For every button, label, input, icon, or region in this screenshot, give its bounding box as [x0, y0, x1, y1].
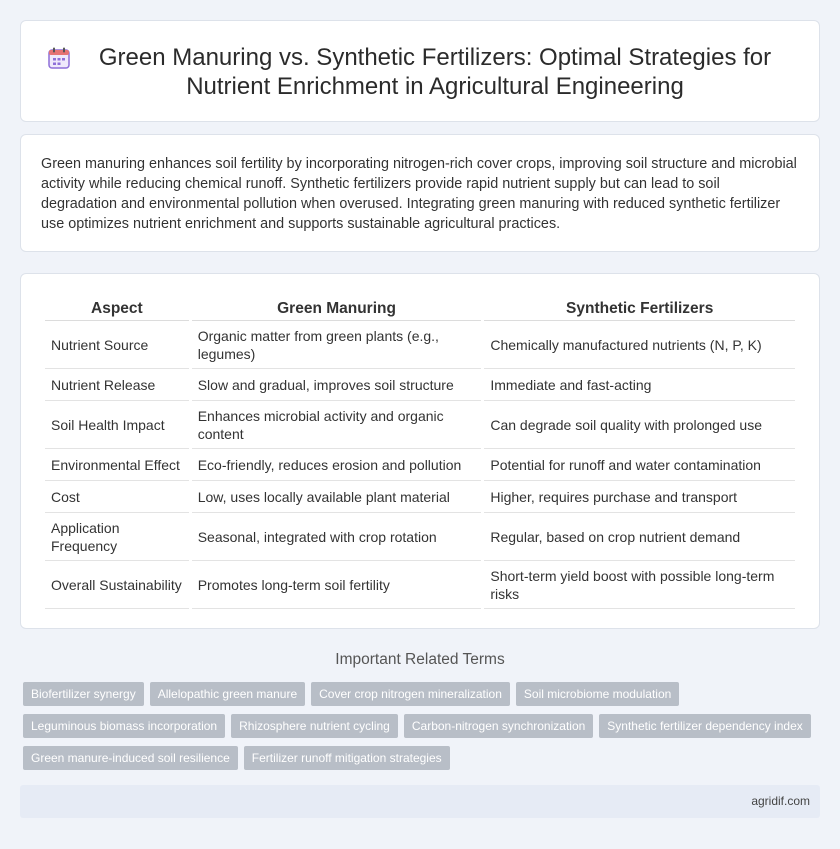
table-row — [45, 449, 795, 481]
table-row — [45, 481, 795, 513]
table-header-row — [45, 297, 795, 321]
tag-row — [23, 682, 823, 706]
title-card — [20, 20, 820, 122]
cell-aspect: Overall Sustainability — [45, 561, 189, 609]
cell-synthetic-fertilizers: Higher, requires purchase and transport — [484, 481, 795, 513]
tag[interactable]: Fertilizer runoff mitigation strategies — [244, 746, 450, 770]
cell-aspect: Soil Health Impact — [45, 401, 189, 449]
cell-green-manuring: Enhances microbial activity and organic content — [192, 401, 482, 449]
cell-synthetic-fertilizers: Potential for runoff and water contamination — [484, 449, 795, 481]
table-row — [45, 561, 795, 609]
tag[interactable]: Leguminous biomass incorporation — [23, 714, 225, 738]
tag[interactable]: Soil microbiome modulation — [516, 682, 679, 706]
cell-synthetic-fertilizers: Immediate and fast-acting — [484, 369, 795, 401]
header-aspect: Aspect — [45, 297, 189, 321]
table-row — [45, 401, 795, 449]
cell-green-manuring: Eco-friendly, reduces erosion and pollution — [192, 449, 482, 481]
intro-paragraph: Green manuring enhances soil fertility by incorporating nitrogen-rich cover crops, improving soil structure and microbial activity while reducing chemical runoff. Synthetic fertilizers provide rapid nutrient supply but can lead to soil degradation and environmental pollution when overused. Integrating green manuring with reduced synthetic fertilizer use optimizes nutrient enrichment and supports sustainable agricultural practices. — [41, 156, 797, 232]
cell-aspect: Environmental Effect — [45, 449, 189, 481]
related-terms-title: Important Related Terms — [335, 651, 505, 668]
tag-row — [23, 746, 823, 770]
tag[interactable]: Green manure-induced soil resilience — [23, 746, 238, 770]
cell-aspect: Nutrient Source — [45, 321, 189, 369]
cell-green-manuring: Low, uses locally available plant material — [192, 481, 482, 513]
table-row — [45, 513, 795, 561]
cell-synthetic-fertilizers: Regular, based on crop nutrient demand — [484, 513, 795, 561]
comparison-card — [20, 273, 820, 629]
header-green-manuring: Green Manuring — [192, 297, 482, 321]
tag[interactable]: Cover crop nitrogen mineralization — [311, 682, 510, 706]
cell-green-manuring: Organic matter from green plants (e.g., legumes) — [192, 321, 482, 369]
footer — [20, 785, 820, 818]
cell-green-manuring: Slow and gradual, improves soil structure — [192, 369, 482, 401]
footer-site-link[interactable]: agridif.com — [751, 794, 810, 808]
cell-aspect: Cost — [45, 481, 189, 513]
comparison-table — [42, 297, 798, 609]
cell-synthetic-fertilizers: Short-term yield boost with possible long-term risks — [484, 561, 795, 609]
cell-synthetic-fertilizers: Chemically manufactured nutrients (N, P, K) — [484, 321, 795, 369]
tag[interactable]: Allelopathic green manure — [150, 682, 305, 706]
header-synthetic-fertilizers: Synthetic Fertilizers — [484, 297, 795, 321]
related-terms-tags — [23, 682, 823, 778]
cell-synthetic-fertilizers: Can degrade soil quality with prolonged use — [484, 401, 795, 449]
cell-green-manuring: Promotes long-term soil fertility — [192, 561, 482, 609]
table-row — [45, 321, 795, 369]
intro-card — [20, 134, 820, 252]
tag-row — [23, 714, 823, 738]
cell-aspect: Nutrient Release — [45, 369, 189, 401]
cell-green-manuring: Seasonal, integrated with crop rotation — [192, 513, 482, 561]
table-row — [45, 369, 795, 401]
tag[interactable]: Rhizosphere nutrient cycling — [231, 714, 398, 738]
tag[interactable]: Synthetic fertilizer dependency index — [599, 714, 810, 738]
page-title: Green Manuring vs. Synthetic Fertilizers: Optimal Strategies for Nutrient Enrichment in Agricultural Engineering — [98, 44, 772, 100]
tag[interactable]: Carbon-nitrogen synchronization — [404, 714, 593, 738]
cell-aspect: Application Frequency — [45, 513, 189, 561]
tag[interactable]: Biofertilizer synergy — [23, 682, 144, 706]
